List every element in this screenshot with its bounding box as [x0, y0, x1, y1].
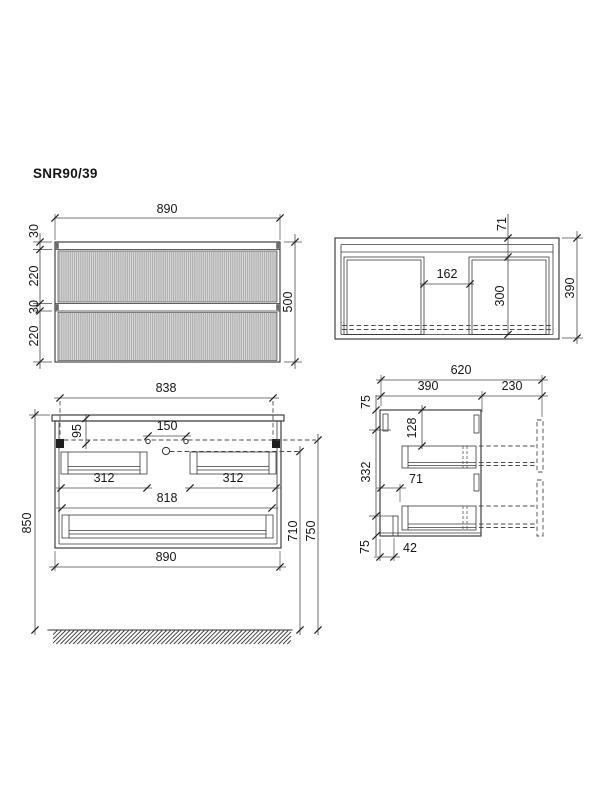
dim-label-front-height: 500 [281, 291, 295, 313]
front-bracket-upper [474, 415, 479, 433]
upper-drawer-extended [479, 420, 543, 472]
fluted-texture-upper [59, 251, 276, 302]
side-carcass [380, 410, 481, 536]
dim-label-upper-drawer: 220 [27, 265, 41, 287]
upper-drawer-box [402, 446, 476, 468]
dim-label-plan-depth: 390 [563, 277, 577, 299]
lower-drawer-extended [479, 480, 543, 536]
dim-plinth [374, 538, 417, 561]
dim-label-body-height: 332 [359, 461, 373, 483]
dim-label-back-gap: 71 [409, 472, 423, 486]
lower-drawer-box [402, 506, 476, 530]
dim-back-gap [376, 472, 423, 502]
dim-label-lower-drawer: 220 [27, 325, 41, 347]
tap-hole-right [184, 439, 188, 443]
plan-outline [335, 238, 559, 339]
front-view [27, 202, 302, 369]
dim-label-bracket-offset: 95 [70, 424, 84, 438]
dim-label-left-rail: 312 [93, 471, 115, 485]
plan-right-basin [469, 257, 549, 335]
dim-total-height [20, 409, 50, 635]
dim-elevation-width [49, 550, 286, 571]
dim-drawer-offset [405, 405, 426, 450]
dim-label-middle-gap: 30 [27, 300, 41, 314]
dim-bracket-offset [70, 414, 90, 449]
floor-hatching [53, 631, 291, 645]
elevation-view [20, 381, 322, 644]
dim-front-left-stack [27, 224, 52, 369]
front-bracket-lower [474, 474, 479, 491]
plan-left-basin [344, 257, 424, 335]
dim-label-plinth: 42 [403, 541, 417, 555]
hanging-rail [383, 414, 388, 431]
dim-label-center-gap: 162 [436, 267, 458, 281]
dim-hole-spacing [143, 419, 191, 440]
dim-label-bottom-offset: 75 [358, 540, 372, 554]
dim-label-extension: 230 [501, 379, 523, 393]
dim-label-total-height: 850 [20, 512, 34, 534]
wall-bracket-left [56, 439, 64, 448]
cabinet-front-outline [55, 242, 280, 362]
dim-depth-extension [376, 379, 548, 412]
dim-label-inner-depth: 300 [493, 285, 507, 307]
dim-label-right-rail: 312 [222, 471, 244, 485]
dim-label-depth: 390 [417, 379, 439, 393]
dim-label-top-gap: 30 [27, 224, 41, 238]
dim-label-drain-height: 710 [286, 520, 300, 542]
rail-bottom-long [62, 515, 273, 538]
floor-line [48, 630, 292, 644]
dim-label-top-width: 838 [155, 381, 177, 395]
fluted-texture-lower [59, 313, 276, 361]
dim-label-top-offset: 75 [359, 395, 373, 409]
dim-label-elevation-width: 890 [155, 550, 177, 564]
dim-bottom-rail [56, 491, 278, 512]
drain-hole [162, 447, 169, 454]
side-view [358, 363, 548, 561]
dim-front-height [281, 234, 302, 369]
dim-label-bottom-rail: 818 [156, 491, 178, 505]
dim-plan-center-gap [420, 267, 474, 288]
dim-side-left-stack [358, 395, 394, 556]
dim-plan-depth [562, 231, 583, 344]
tap-hole-left [146, 439, 150, 443]
dim-label-extended-depth: 620 [450, 363, 472, 377]
plan-view [335, 214, 583, 344]
dim-label-front-offset: 71 [495, 217, 509, 231]
dim-label-bracket-height: 750 [304, 520, 318, 542]
dim-label-hole-spacing: 150 [156, 419, 178, 433]
dim-label-front-width: 890 [156, 202, 178, 216]
model-code: SNR90/39 [33, 166, 98, 181]
dim-front-width [51, 202, 283, 240]
dim-label-drawer-offset: 128 [405, 417, 419, 439]
dim-drain-height [286, 446, 304, 635]
dim-bracket-height [304, 434, 322, 635]
dim-plan-offsets [493, 214, 512, 338]
